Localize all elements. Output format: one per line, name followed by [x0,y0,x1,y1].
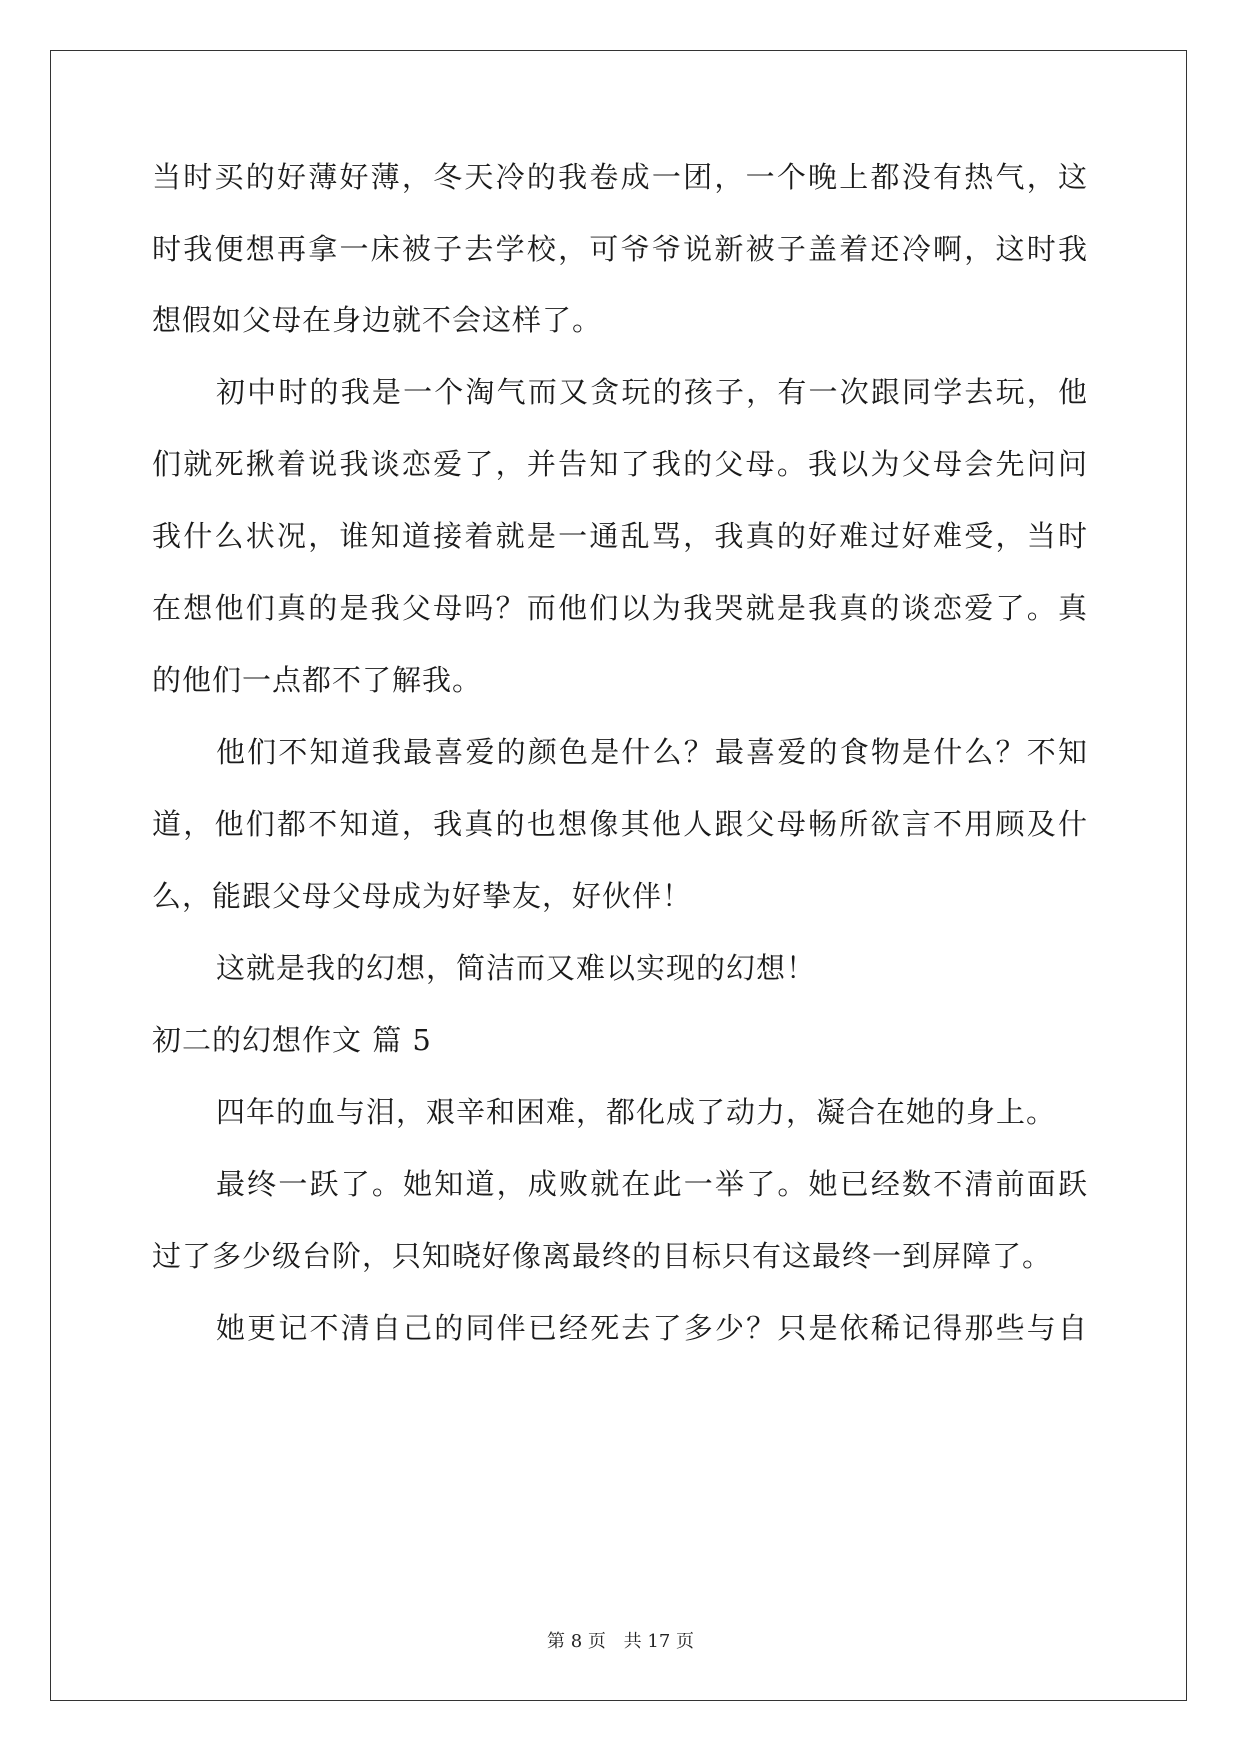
paragraph-2-line-2: 们就死揪着说我谈恋爱了，并告知了我的父母。我以为父母会先问问 [152,447,1088,481]
page-total: 共 17 页 [623,1631,694,1652]
paragraph-6-line-2: 过了多少级台阶，只知晓好像离最终的目标只有这最终一到屏障了。 [152,1239,1053,1273]
paragraph-1-line-3: 想假如父母在身边就不会这样了。 [152,303,603,337]
paragraph-6-line-1: 最终一跃了。她知道，成败就在此一举了。她已经数不清前面跃 [216,1167,1088,1201]
paragraph-3-line-2: 道，他们都不知道，我真的也想像其他人跟父母畅所欲言不用顾及什 [152,807,1088,841]
page-footer [0,1630,1241,1654]
section-heading: 初二的幻想作文 篇 5 [152,1023,432,1057]
paragraph-1-line-2: 时我便想再拿一床被子去学校，可爷爷说新被子盖着还冷啊，这时我 [152,232,1088,266]
paragraph-2-line-3: 我什么状况，谁知道接着就是一通乱骂，我真的好难过好难受，当时 [152,519,1088,553]
paragraph-2-line-1: 初中时的我是一个淘气而又贪玩的孩子，有一次跟同学去玩，他 [216,375,1088,409]
paragraph-7-line-1: 她更记不清自己的同伴已经死去了多少？只是依稀记得那些与自 [216,1311,1088,1345]
page-number: 第 8 页 [547,1631,606,1652]
paragraph-3-line-3: 么，能跟父母父母成为好挚友，好伙伴！ [152,879,693,913]
paragraph-1-line-1: 当时买的好薄好薄，冬天冷的我卷成一团，一个晚上都没有热气，这 [152,160,1088,194]
paragraph-2-line-5: 的他们一点都不了解我。 [152,663,483,697]
paragraph-5-line-1: 四年的血与泪，艰辛和困难，都化成了动力，凝合在她的身上。 [216,1095,1057,1129]
paragraph-4-line-1: 这就是我的幻想，简洁而又难以实现的幻想！ [216,951,817,985]
paragraph-2-line-4: 在想他们真的是我父母吗？而他们以为我哭就是我真的谈恋爱了。真 [152,591,1088,625]
paragraph-3-line-1: 他们不知道我最喜爱的颜色是什么？最喜爱的食物是什么？不知 [216,735,1088,769]
